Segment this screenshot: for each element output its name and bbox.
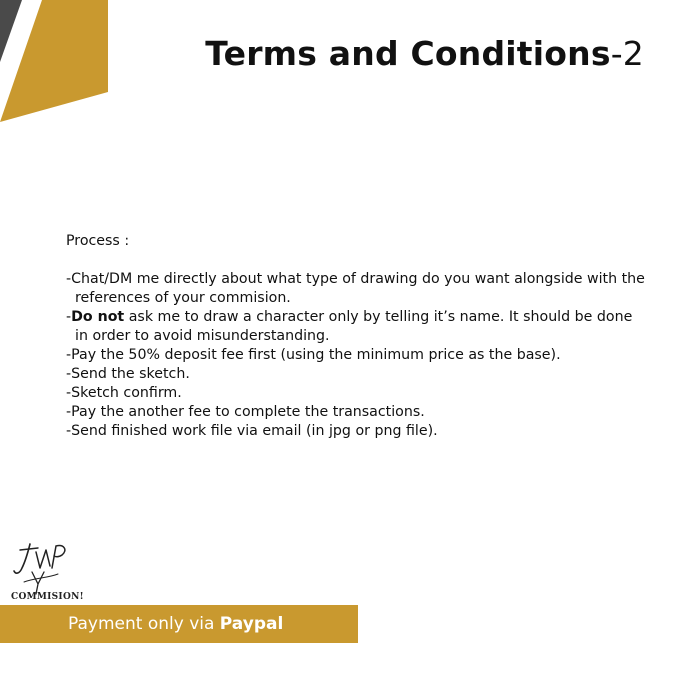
page-title — [205, 34, 644, 73]
step-prefix: - — [66, 423, 72, 439]
process-step — [66, 346, 646, 365]
step-text: Send the sketch. — [71, 366, 190, 382]
payment-text: Payment only via — [68, 614, 220, 634]
process-label: Process : — [66, 233, 130, 249]
step-text: Pay the 50% deposit fee first (using the minimum price as the base). — [71, 347, 561, 363]
process-step — [66, 384, 646, 403]
step-prefix: - — [66, 366, 72, 382]
payment-method: Paypal — [219, 614, 284, 634]
corner-decoration — [0, 0, 110, 125]
step-prefix: - — [66, 309, 72, 325]
step-prefix: - — [66, 347, 72, 363]
process-section — [66, 232, 646, 441]
process-step — [66, 403, 646, 422]
step-prefix: - — [66, 385, 72, 401]
process-step — [66, 422, 646, 441]
step-text: Send finished work file via email (in jpg or png file). — [71, 423, 438, 439]
logo-caption: COMMISION! — [11, 592, 84, 602]
step-text: Chat/DM me directly about what type of drawing do you want alongside with the references of your commision. — [71, 271, 645, 306]
page-title-suffix: -2 — [610, 34, 644, 73]
step-text: Sketch confirm. — [71, 385, 182, 401]
corner-gray-stripe — [0, 0, 22, 62]
process-step — [66, 308, 646, 346]
process-step — [66, 365, 646, 384]
corner-gold-stripe — [0, 0, 108, 122]
step-prefix: - — [66, 404, 72, 420]
step-text: Pay the another fee to complete the transactions. — [71, 404, 425, 420]
step-prefix: - — [66, 271, 72, 287]
page-title-main: Terms and Conditions — [205, 34, 611, 73]
payment-banner — [0, 605, 358, 643]
step-emphasis: Do not — [71, 309, 125, 325]
step-text: ask me to draw a character only by telling it’s name. It should be done in order to avoid misunderstanding. — [75, 309, 633, 344]
process-step — [66, 270, 646, 308]
